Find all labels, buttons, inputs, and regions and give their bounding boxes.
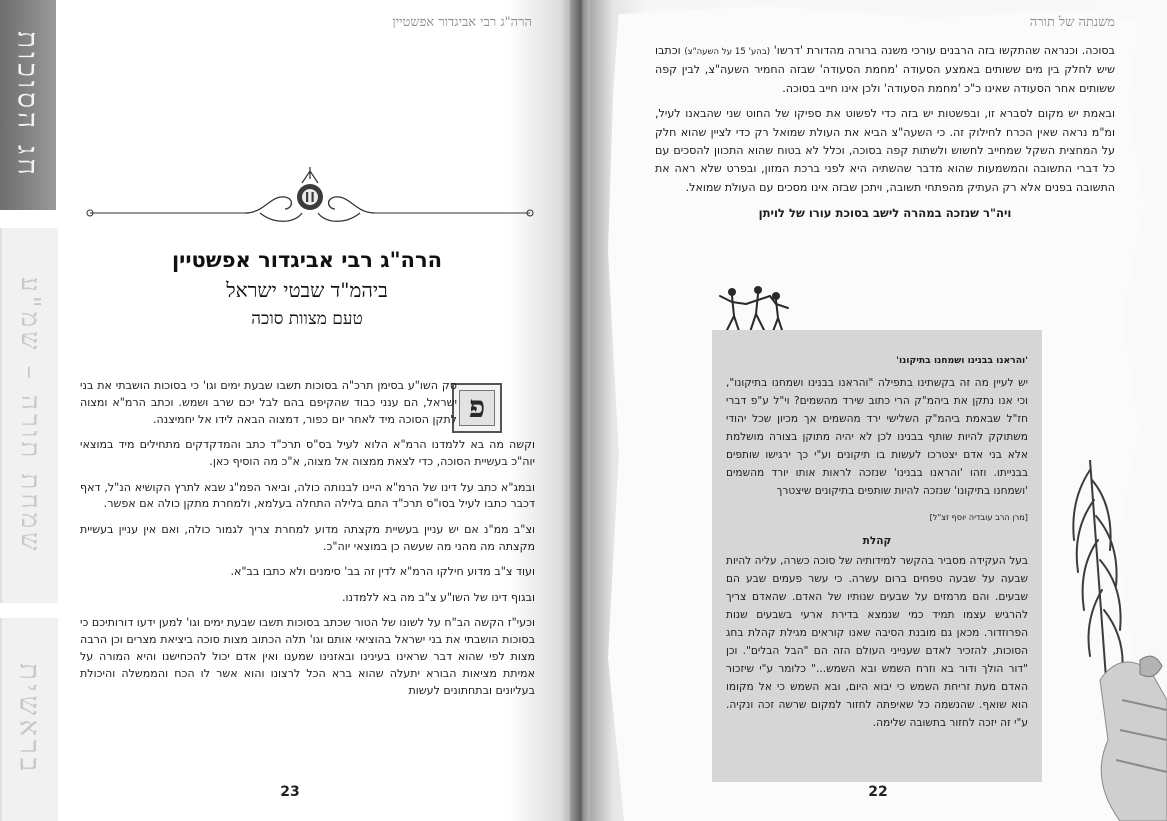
tab-label: בראשית	[13, 663, 47, 776]
paragraph: וכעי"ז הקשה הב"ח על לשונו של הטור שכתב בסוכות תשבו שבעת ימים וגו' למען ידעו דורותיכם כי בסוכות הושבתי את בני ישראל בהוציאי אותם וגו' תלה הכתוב מצות סוכה ביציאת מצרים וכן הרבה מצות לפי שהוא דבר שראינו בעינינו ובאזנינו שמענו ואין אדם יכול להכחישנו והיא המורה על אמיתת מציאות הבורא יתעלה שהוא ברא הכל לרצונו והוא אשר לו הכח והממשלה והיכולת בעליונים ובתחתונים לעשות	[80, 615, 535, 697]
article-body	[80, 378, 535, 708]
page-number: 22	[868, 784, 888, 800]
section-tabs	[0, 0, 56, 821]
article-author: הרה"ג רבי אביגדור אפשטיין	[171, 248, 443, 272]
paragraph: וצ"ב ממ"נ אם יש עניין בעשיית מקצתה מדוע למחרת צריך לגמור כולה, ואם אין עניין בעשיית מקצתה מה מהני מה שעשה כן במוצאי יוה"כ.	[80, 522, 535, 553]
box-text-2: בעל העקידה מסביר בהקשר למידותיה של סוכה כשרה, עליה להיות שבעה על שבעה טפחים ברום עשרה. כי עשר פעמים שבע הם שבעים. והם מרמזים על שבעים שנותיו של האדם. שהאדם צריך להרגיש עצמו תמיד כמי שנמצא בדירת ארעי בשבעים שנות הפרוזדור. מכאן גם מובנת הסיבה שאנו קוראים מגילת קהלת בחג הסוכות, להזכיר לאדם שענייני העולם הזה הם "הבל הבלים". וכן "דור הולך ודור בא וזרח השמש ובא השמש..." כלומר ע"י שיזכור האדם מעת זריחת השמש כי יבוא היום, ובא השמש כי אל מקומו הוא שואף. שהנשמה כל שאיפתה לחזור למקום שרשה זכה ונקיה. ע"י זה יזכה לחזור בתשובה שלימה.	[726, 555, 1028, 729]
paragraph-text: וכתבו שיש לחלק בין מים ששותים באמצע הסעודה 'מחמת הסעודה' שבזה החמיר השעה"צ, לבין קפה ששותים אחר הסעודה שאינו כ"כ 'מחמת הסעודה' ולכן אינו חייב בסוכה.	[655, 44, 1115, 95]
dropcap-letter: פ	[459, 390, 495, 426]
paragraph: ובאמת יש מקום לסברא זו, ובפשטות יש בזה כדי לפשוט את ספיקו של החוט שני שהבאנו לעיל, ומ"מ נראה שאין הכרח לחילוק זה. כי השעה"צ הביא את העולת שמואל רק כדי לציין שהוא חלק על המחצית השקל שמחייב לחשוש ולשתות קפה בסוכה, וכלל לא בטוח שהוא התכוון להסכים עם כל דברי התשובה והמשמעות שהוא מדבר שהשתיה היא לפני ברכת המזון, ובפרט שלא ראה את התשובה בפנים אלא רק העתיק מהפתחי תשובה, ויתכן שבזה אינו מסכים עם העולת שמואל.	[655, 107, 1115, 194]
tab-bereshit[interactable]	[0, 618, 58, 821]
paragraph: ובמג"א כתב על דינו של הרמ"א היינו לבנותה כולה, וביאר הפמ"ג שבא לתרץ הקושיא הנ"ל, דאף דכבר כתבו לעיל בסו"ס תרכ"ד התם בלילה התחלה בעלמא, ולמחרת מתקן כולה אם אפשר.	[80, 480, 535, 511]
box-heading-2: קהלת	[862, 535, 892, 547]
running-head: משנתה של תורה	[1029, 15, 1115, 30]
box-text: יש לעיין מה זה בקשתינו בתפילה "והראנו בבנינו ושמחנו בתיקונו", וכי אנו נתקן את ביהמ"ק הרי כתוב שירד מהשמים? וי"ל ע"פ דברי חז"ל שבאמת ביהמ"ק השלישי ירד מהשמים אך מכיון שכל יהודי משתוקק להיות שותף בבנינו לכן לא יהיה מתוקן בצורה מושלמת אלא בני אדם יצטרכו לעשות בו תיקונים וע"י כך ירגישו שותפים בבנייתו. וזהו 'והראנו בבנינו' שנזכה לראות אותו יורד מהשמים 'ושמחנו בתיקונו' שנזכה להיות שותפים בתיקונים שיצטרך	[726, 377, 1028, 497]
sidebar-box	[712, 330, 1042, 782]
paragraph: סק השו"ע בסימן תרכ"ה בסוכות תשבו שבעת ימים וגו' כי בסוכות הושבתי את בני ישראל, הם ענני כבוד שהקיפם בהם לבל יכם שרב ושמש. וכתב הרמ"א ומצוה לתקן הסוכה מיד לאחר יום כפור, דמצוה הבאה לידו אל יחמיצנה.	[80, 379, 457, 426]
paragraph	[655, 42, 1115, 98]
tab-simchat-torah[interactable]	[0, 228, 58, 603]
article-institution: ביהמ"ד שבטי ישראל	[226, 278, 388, 302]
tab-label: חג הסוכות	[11, 31, 45, 179]
tab-label: שמחת תורה – שמ"ע	[15, 276, 45, 555]
box-heading: 'והראנו בבנינו ושמחנו בתיקונו'	[896, 355, 1028, 366]
paragraph-text: בסוכה. וכנראה שהתקשו בזה הרבנים עורכי משנה ברורה מהדורת 'דרשו'	[770, 44, 1115, 57]
paragraph: ובגוף דינו של השו"ע צ"ב מה בא ללמדנו.	[341, 590, 535, 604]
closing-line: ויה"ר שנזכה במהרה לישב בסוכת עורו של לויתן	[758, 206, 1012, 221]
footnote-ref: (בהע' 15 על השעה"צ)	[684, 47, 771, 57]
article-body-continued	[655, 42, 1115, 230]
paragraph: ועוד צ"ב מדוע חילקו הרמ"א לדין זה בב' סימנים ולא כתבו בב"א.	[230, 565, 535, 579]
running-head: הרה"ג רבי אביגדור אפשטיין	[392, 15, 532, 30]
box-citation: [מרן הרב עובדיה יוסף זצ"ל]	[929, 512, 1028, 522]
page-number: 23	[280, 784, 300, 800]
paragraph: וקשה מה בא ללמדנו הרמ"א הלוא לעיל בס"ס תרכ"ד כתב והמדקדקים מתחילים מיד במוצאי יוה"כ בעשיית הסוכה, כדי לצאת ממצוה אל מצוה, א"כ מה הוסיף כאן.	[80, 438, 535, 469]
article-subject: טעם מצוות סוכה	[251, 309, 363, 329]
tab-sukkot[interactable]	[0, 0, 56, 210]
lulav-illustration	[1050, 460, 1167, 821]
article-title	[80, 248, 534, 329]
title-ornament	[80, 165, 540, 225]
